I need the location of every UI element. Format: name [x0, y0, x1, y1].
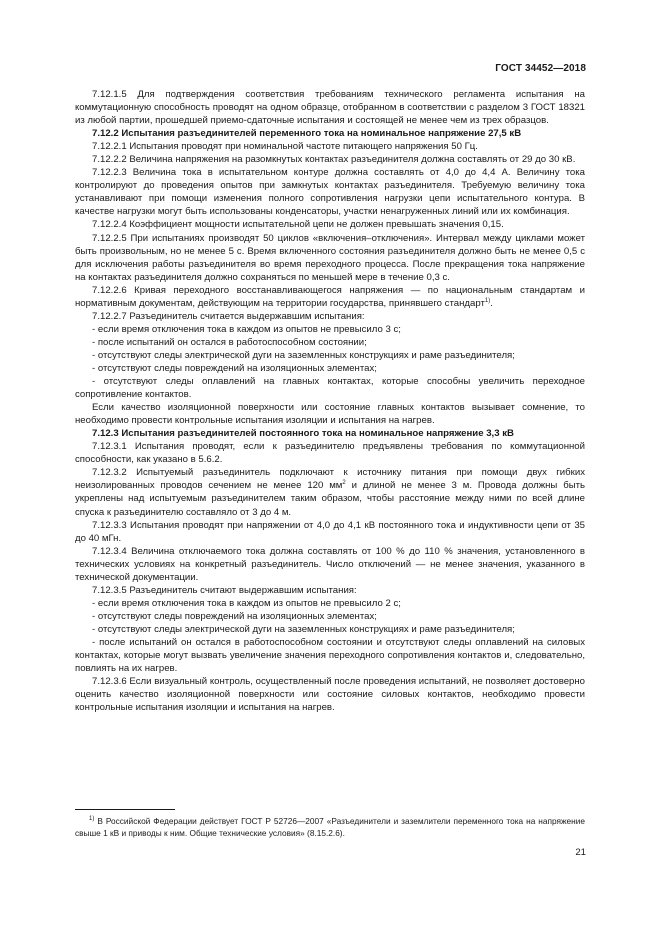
paragraph-text: 7.12.2.6 Кривая переходного восстанавливающегося напряжения — по национальным стандартам и нормативным документам, действующим на территории государства, принявшего стандарт: [75, 284, 585, 309]
paragraph: 7.12.3.6 Если визуальный контроль, осуществленный после проведения испытаний, не позволяет достоверно оценить качество изоляционной поверхности или состояние силовых контактов, необходимо провести контрольные испытания изоляции и испытания на нагрев.: [75, 676, 585, 714]
list-item: - после испытаний он остался в работоспособном состоянии;: [92, 336, 367, 348]
paragraph: 7.12.2.1 Испытания проводят при номинальной частоте питающего напряжения 50 Гц.: [92, 141, 478, 153]
footnote-divider: [75, 809, 175, 810]
list-item: - отсутствуют следы электрической дуги на заземленных конструкциях и раме разъединителя;: [92, 623, 515, 635]
paragraph-text-end: .: [490, 297, 493, 309]
list-item: - если время отключения тока в каждом из опытов не превысило 3 с;: [92, 323, 401, 335]
footnote-marker: 1): [89, 816, 95, 822]
paragraph-text-end: и длиной не менее 3 м. Провода должны быть укреплены над испытуемым разъединителем таким образом, чтобы расстояние между ними по всей длине спуска к разъединителю составляло от 3 до 4 м.: [75, 480, 585, 518]
main-text: [75, 88, 585, 714]
footnote-reference: 1): [484, 297, 491, 304]
footnote: [75, 815, 585, 839]
list-item: - отсутствуют следы оплавлений на главных контактах, которые способны увеличить переходное сопротивление контактов.: [75, 376, 585, 401]
superscript: 2: [342, 480, 346, 487]
list-item: - после испытаний он остался в работоспособном состоянии и отсутствуют следы оплавлений на силовых контактах, которые могут вызвать увеличение значения переходного сопротивления контактов и, следовательно, повлиять на их нагрев.: [75, 636, 585, 675]
page-number: 21: [575, 847, 586, 858]
document-header: ГОСТ 34452—2018: [495, 63, 586, 74]
paragraph: 7.12.3.4 Величина отключаемого тока должна составлять от 100 % до 110 % значения, установленного в технических условиях на конкретный разъединитель. Число отключений — не менее значения, указанного в технической документации.: [75, 545, 585, 583]
paragraph: 7.12.2.4 Коэффициент мощности испытательной цепи не должен превышать значения 0,15.: [92, 219, 504, 231]
paragraph: 7.12.3.3 Испытания проводят при напряжении от 4,0 до 4,1 кВ постоянного тока и индуктивности цепи от 35 до 40 мГн.: [75, 519, 585, 544]
section-heading: 7.12.2 Испытания разъединителей переменного тока на номинальное напряжение 27,5 кВ: [92, 128, 522, 140]
paragraph: [75, 284, 585, 310]
paragraph: 7.12.3.1 Испытания проводят, если к разъединителю предъявлены требования по коммутационной способности, как указано в 5.6.2.: [75, 441, 585, 466]
paragraph: 7.12.2.7 Разъединитель считается выдержавшим испытания:: [92, 310, 365, 322]
footnote-text: В Российской Федерации действует ГОСТ Р 52726—2007 «Разъединители и заземлители переменного тока на напряжение свыше 1 кВ и приводы к ним. Общие технические условия» (8.15.2.6).: [75, 816, 585, 838]
paragraph-text: 7.12.3.2 Испытуемый разъединитель подключают к источнику питания при помощи двух гибких неизолированных проводов сечением не менее 120 мм: [75, 467, 585, 492]
paragraph: 7.12.2.5 При испытаниях производят 50 циклов «включения–отключения». Интервал между циклами может быть произвольным, но не менее 5 с. Время включенного состояния разъединителя должно быть не менее 0,5 с для исключения работы разъединителя во время переходного процесса. После прекращения тока напряжение на контактах разъединителя должно сохраняться по меньшей мере в течение 0,3 с.: [75, 232, 585, 283]
list-item: - отсутствуют следы электрической дуги на заземленных конструкциях и раме разъединителя;: [92, 349, 515, 361]
paragraph: 7.12.2.3 Величина тока в испытательном контуре должна составлять от 4,0 до 4,4 А. Величину тока контролируют до проведения опытов при замкнутых контактах разъединителя. Требуемую величину тока устанавливают при помощи изменения полного сопротивления нагрузки цепи испытательного контура. В качестве нагрузки могут быть использованы конденсаторы, участки ненагруженных линий или их комбинация.: [75, 167, 585, 218]
paragraph: Если качество изоляционной поверхности или состояние главных контактов вызывает сомнение, то необходимо провести контрольные испытания изоляции и испытания на нагрев.: [75, 402, 585, 427]
paragraph: [75, 466, 585, 518]
paragraph: 7.12.3.5 Разъединитель считают выдержавшим испытания:: [92, 584, 357, 596]
list-item: - отсутствуют следы повреждений на изоляционных элементах;: [92, 362, 377, 374]
list-item: - отсутствуют следы повреждений на изоляционных элементах;: [92, 610, 377, 622]
paragraph: 7.12.2.2 Величина напряжения на разомкнутых контактах разъединителя должна составлять от 29 до 30 кВ.: [92, 154, 576, 166]
section-heading: 7.12.3 Испытания разъединителей постоянного тока на номинальное напряжение 3,3 кВ: [92, 428, 514, 440]
paragraph: 7.12.1.5 Для подтверждения соответствия требованиям технического регламента испытания на коммутационную способность проводят на одном образце, отобранном в соответствии с разделом 3 ГОСТ 18321 из любой партии, прошедшей приемо-сдаточные испытания и состоящей не менее чем из трех образцов.: [75, 89, 585, 127]
list-item: - если время отключения тока в каждом из опытов не превысило 2 с;: [92, 597, 401, 609]
